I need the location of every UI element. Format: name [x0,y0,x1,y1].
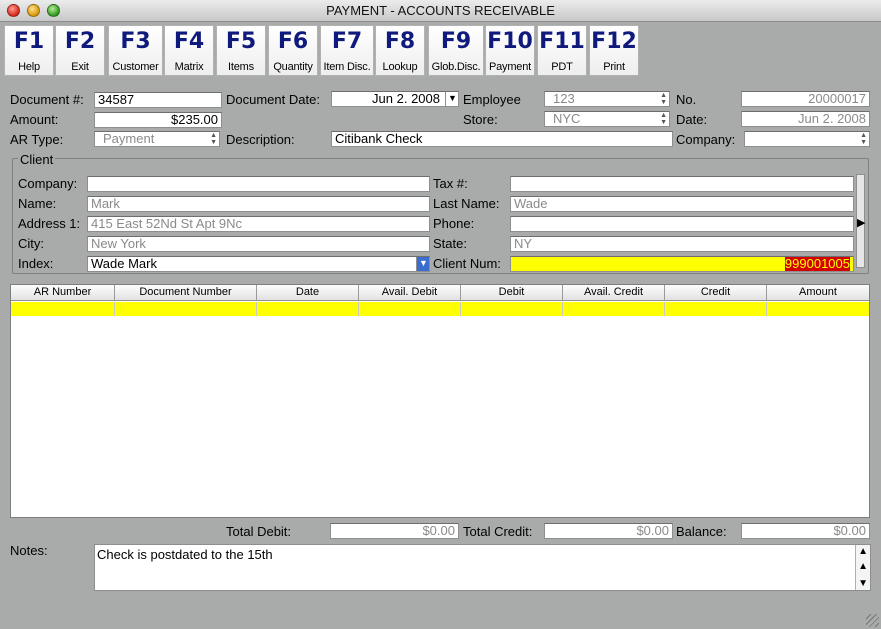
fkey-caption: Payment [488,61,531,73]
fkey-caption: Customer [112,61,159,73]
column-header[interactable]: Document Number [115,285,257,301]
phone-label: Phone: [433,216,475,231]
ar-type-spinner[interactable] [94,131,220,147]
fkey-caption: Lookup [382,61,418,73]
f5-items-button[interactable] [216,25,266,76]
date-label: Date: [676,112,708,127]
fkey-label: F3 [120,29,151,54]
fkey-caption: Items [228,61,254,73]
spinner-arrows-icon[interactable]: ▲ ▼ [210,132,217,146]
document-number-label: Document #: [10,92,84,107]
spinner-arrows-icon[interactable]: ▲ ▼ [860,132,867,146]
f4-matrix-button[interactable] [164,25,214,76]
column-header[interactable]: Avail. Debit [359,285,461,301]
number-label: No. [676,92,697,107]
number-field[interactable]: 20000017 [741,91,870,107]
index-combobox[interactable] [87,256,430,272]
client-company-label: Company: [18,176,78,191]
f6-quantity-button[interactable] [268,25,318,76]
f2-exit-button[interactable] [55,25,105,76]
dropdown-arrow-icon[interactable]: ▼ [416,256,430,272]
column-header[interactable]: AR Number [11,285,115,301]
f11-pdt-button[interactable] [537,25,587,76]
total-debit-field: $0.00 [330,523,459,539]
amount-field[interactable]: $235.00 [94,112,222,128]
employee-spinner[interactable] [544,91,670,107]
description-label: Description: [226,132,295,147]
company-spinner[interactable] [744,131,870,147]
scroll-down-icon[interactable]: ▼ [858,578,868,589]
table-cell[interactable] [359,302,461,316]
client-num-value: 999001005 [784,256,850,271]
fkey-caption: Quantity [273,61,313,73]
tax-number-label: Tax #: [433,176,468,191]
notes-scrollbar[interactable] [855,545,870,590]
address-label: Address 1: [18,216,81,231]
f12-print-button[interactable] [589,25,639,76]
phone-field[interactable] [510,216,854,232]
fkey-label: F12 [591,29,637,54]
title-bar [0,0,881,22]
fkey-caption: Exit [71,61,89,73]
document-date-picker[interactable] [331,91,459,107]
ar-type-value: Payment [103,131,155,146]
spinner-arrows-icon[interactable]: ▲ ▼ [660,112,667,126]
notes-text: Check is postdated to the 15th [97,547,273,562]
column-header[interactable]: Date [257,285,359,301]
date-field[interactable]: Jun 2. 2008 [741,111,870,127]
fkey-label: F8 [384,29,416,54]
client-last-name-field[interactable]: Wade [510,196,854,212]
fkey-caption: Matrix [174,61,204,73]
f1-help-button[interactable] [4,25,54,76]
address-field[interactable]: 415 East 52Nd St Apt 9Nc [87,216,430,232]
employee-value: 123 [553,91,575,106]
fkey-label: F1 [13,29,45,54]
table-cell[interactable] [563,302,665,316]
tax-number-field[interactable] [510,176,854,192]
description-field[interactable]: Citibank Check [331,131,673,147]
f8-lookup-button[interactable] [375,25,425,76]
spinner-arrows-icon[interactable]: ▲ ▼ [660,92,667,106]
fkey-caption: Item Disc. [323,61,371,73]
scroll-up-icon[interactable]: ▲ [858,561,868,572]
state-label: State: [433,236,467,251]
city-label: City: [18,236,44,251]
state-field[interactable]: NY [510,236,854,252]
fkey-label: F11 [539,29,585,54]
client-name-field[interactable]: Mark [87,196,430,212]
scroll-up-icon[interactable]: ▲ [858,546,868,557]
total-credit-field: $0.00 [544,523,673,539]
fkey-label: F7 [331,29,363,54]
fkey-label: F9 [440,29,472,54]
index-label: Index: [18,256,54,271]
column-header[interactable]: Credit [665,285,767,301]
store-label: Store: [463,112,498,127]
f3-customer-button[interactable] [108,25,163,76]
table-cell[interactable] [115,302,257,316]
store-spinner[interactable] [544,111,670,127]
right-arrow-icon[interactable]: ▶ [857,217,866,229]
client-group-title: Client [20,152,54,167]
fkey-caption: Glob.Disc. [431,61,481,73]
table-cell[interactable] [767,302,869,316]
table-cell[interactable] [665,302,767,316]
notes-textarea[interactable] [94,544,871,591]
fkey-label: F6 [277,29,309,54]
f9-glob-disc-button[interactable] [428,25,484,76]
index-value: Wade Mark [91,256,157,271]
dropdown-arrow-icon[interactable]: ▼ [445,91,459,107]
document-date-value: Jun 2. 2008 [372,91,440,106]
company-label: Company: [676,132,736,147]
client-name-label: Name: [18,196,57,211]
column-header[interactable]: Avail. Credit [563,285,665,301]
fkey-label: F4 [173,29,205,54]
balance-field: $0.00 [741,523,870,539]
ar-type-label: AR Type: [10,132,64,147]
column-header[interactable]: Amount [767,285,869,301]
fkey-label: F5 [225,29,257,54]
client-num-label: Client Num: [433,256,501,271]
f10-payment-button[interactable] [485,25,535,76]
table-cell[interactable] [11,302,115,316]
fkey-caption: Print [603,61,625,73]
table-cell[interactable] [461,302,563,316]
document-number-field[interactable]: 34587 [94,92,222,108]
amount-label: Amount: [10,112,59,127]
window-title: PAYMENT - ACCOUNTS RECEIVABLE [326,3,555,18]
ar-lines-table[interactable] [10,284,870,518]
client-num-field[interactable] [510,256,854,272]
document-date-label: Document Date: [226,92,320,107]
column-header[interactable]: Debit [461,285,563,301]
city-field[interactable]: New York [87,236,430,252]
store-value: NYC [553,111,581,126]
total-debit-label: Total Debit: [226,524,292,539]
fkey-caption: Help [18,61,40,73]
f7-item-disc-button[interactable] [320,25,374,76]
fkey-label: F10 [487,29,533,54]
fkey-label: F2 [64,29,96,54]
client-last-name-label: Last Name: [433,196,500,211]
resize-grip-icon[interactable] [866,614,879,627]
balance-label: Balance: [676,524,727,539]
client-company-field[interactable] [87,176,430,192]
table-cell[interactable] [257,302,359,316]
fkey-caption: PDT [551,61,573,73]
notes-label: Notes: [10,543,48,558]
employee-label: Employee [463,92,521,107]
total-credit-label: Total Credit: [463,524,533,539]
